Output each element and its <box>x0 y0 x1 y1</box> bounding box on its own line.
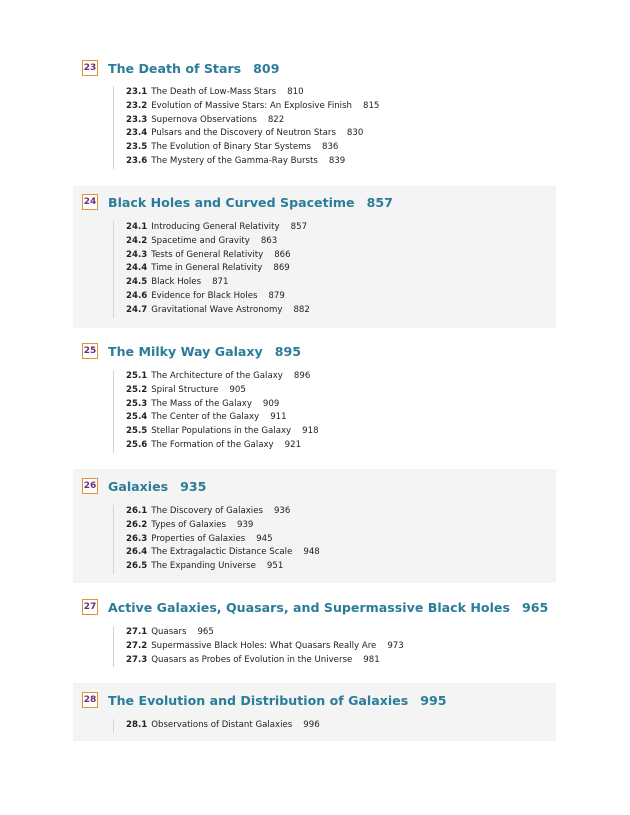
section-list <box>113 505 320 574</box>
section-list <box>113 221 310 318</box>
section-number: 25.2 <box>126 384 148 395</box>
section-page: 830 <box>346 128 364 139</box>
section-title: Types of Galaxies <box>151 519 226 530</box>
section-list <box>113 86 379 169</box>
chapter-page: 995 <box>420 692 447 708</box>
section-number: 24.4 <box>126 263 148 274</box>
section-number: 23.3 <box>126 114 148 125</box>
section-title: Supermassive Black Holes: What Quasars Really Are <box>151 640 377 651</box>
section-item[interactable] <box>126 425 319 439</box>
section-title: Black Holes <box>151 277 202 288</box>
chapter-24 <box>73 186 556 328</box>
chapter-title[interactable]: The Death of Stars <box>108 60 242 76</box>
chapter-heading[interactable] <box>82 691 447 709</box>
section-page: 896 <box>293 371 311 381</box>
section-title: The Architecture of the Galaxy <box>151 371 283 381</box>
section-page: 836 <box>321 142 339 153</box>
section-title: Pulsars and the Discovery of Neutron Stars <box>151 128 336 139</box>
section-title: The Formation of the Galaxy <box>151 439 274 450</box>
section-number: 26.5 <box>126 561 148 572</box>
section-page: 882 <box>293 304 310 315</box>
section-page: 945 <box>256 533 273 544</box>
section-title: Spiral Structure <box>151 384 219 395</box>
section-page: 951 <box>266 561 284 572</box>
chapter-page: 809 <box>253 60 280 76</box>
section-title: Tests of General Relativity <box>151 249 264 260</box>
section-item[interactable] <box>126 276 310 290</box>
section-page: 918 <box>302 426 319 437</box>
section-title: Observations of Distant Galaxies <box>151 720 293 730</box>
section-page: 911 <box>270 412 287 423</box>
section-item[interactable] <box>126 398 319 412</box>
section-page: 815 <box>363 100 380 111</box>
section-page: 879 <box>268 290 285 301</box>
section-number: 28.1 <box>126 720 148 730</box>
section-number: 24.1 <box>126 222 148 232</box>
section-page: 921 <box>284 439 302 450</box>
section-item[interactable] <box>126 304 310 318</box>
section-title: Time in General Relativity <box>151 263 263 274</box>
section-number: 25.6 <box>126 439 148 450</box>
section-item[interactable] <box>126 127 379 141</box>
chapter-heading[interactable] <box>82 342 301 360</box>
section-page: 869 <box>273 263 290 274</box>
section-page: 981 <box>363 654 380 665</box>
section-list <box>113 370 319 453</box>
section-item[interactable] <box>126 155 379 169</box>
section-item[interactable] <box>126 439 319 453</box>
chapter-25 <box>73 336 556 464</box>
section-item[interactable] <box>126 370 319 384</box>
section-number: 25.1 <box>126 371 148 381</box>
section-number: 23.1 <box>126 87 148 97</box>
section-number: 27.3 <box>126 654 148 665</box>
section-number: 23.2 <box>126 100 148 111</box>
section-title: Quasars <box>151 627 187 637</box>
section-item[interactable] <box>126 141 379 155</box>
chapter-28 <box>73 683 556 741</box>
section-title: The Center of the Galaxy <box>151 412 260 423</box>
section-page: 857 <box>290 222 308 232</box>
section-title: The Evolution of Binary Star Systems <box>151 142 311 153</box>
section-list <box>113 719 320 733</box>
section-item[interactable] <box>126 505 320 519</box>
chapter-title[interactable]: Galaxies <box>108 478 169 494</box>
section-number: 26.2 <box>126 519 148 530</box>
section-number: 23.4 <box>126 128 148 139</box>
chapter-number-badge: 27 <box>82 599 98 615</box>
section-title: The Expanding Universe <box>151 561 256 572</box>
section-item[interactable] <box>126 384 319 398</box>
section-title: Evolution of Massive Stars: An Explosive Finish <box>151 100 352 111</box>
section-page: 948 <box>303 547 320 558</box>
section-item[interactable] <box>126 249 310 263</box>
section-item[interactable] <box>126 100 379 114</box>
chapter-number-badge: 26 <box>82 478 98 494</box>
chapter-23 <box>73 52 556 180</box>
section-number: 24.2 <box>126 235 148 246</box>
section-title: Stellar Populations in the Galaxy <box>151 426 292 437</box>
section-item[interactable] <box>126 654 404 668</box>
section-title: Supernova Observations <box>151 114 257 125</box>
section-title: Gravitational Wave Astronomy <box>151 304 283 315</box>
chapter-title[interactable]: Black Holes and Curved Spacetime <box>108 194 355 210</box>
chapter-title[interactable]: The Evolution and Distribution of Galaxies <box>108 692 409 708</box>
section-page: 909 <box>262 398 280 409</box>
section-title: The Mass of the Galaxy <box>151 398 252 409</box>
chapter-26 <box>73 469 556 583</box>
section-page: 996 <box>303 720 320 730</box>
section-number: 24.7 <box>126 304 148 315</box>
chapter-number-badge: 25 <box>82 343 98 359</box>
section-page: 863 <box>260 235 278 246</box>
section-item[interactable] <box>126 221 310 235</box>
chapter-number-badge: 24 <box>82 194 98 210</box>
section-item[interactable] <box>126 546 320 560</box>
section-item[interactable] <box>126 560 320 574</box>
section-page: 939 <box>237 519 254 530</box>
chapter-page: 895 <box>274 343 302 359</box>
section-number: 24.5 <box>126 277 148 288</box>
section-number: 27.2 <box>126 640 148 651</box>
section-title: The Extragalactic Distance Scale <box>151 547 293 558</box>
chapter-heading[interactable] <box>82 477 206 495</box>
section-number: 24.6 <box>126 290 148 301</box>
section-page: 810 <box>287 87 304 97</box>
section-item[interactable] <box>126 626 404 640</box>
section-number: 24.3 <box>126 249 148 260</box>
section-number: 25.4 <box>126 412 148 423</box>
chapter-page: 857 <box>366 194 393 210</box>
chapter-heading[interactable] <box>82 598 548 616</box>
section-page: 866 <box>274 249 291 260</box>
section-item[interactable] <box>126 640 404 654</box>
section-page: 905 <box>229 384 246 395</box>
section-title: The Discovery of Galaxies <box>151 506 263 516</box>
chapter-heading[interactable] <box>82 59 279 77</box>
section-item[interactable] <box>126 262 310 276</box>
chapter-27 <box>73 592 556 676</box>
section-number: 25.3 <box>126 398 148 409</box>
chapter-number-badge: 23 <box>82 60 98 76</box>
section-number: 27.1 <box>126 627 148 637</box>
section-item[interactable] <box>126 114 379 128</box>
chapter-title[interactable]: The Milky Way Galaxy <box>108 343 263 359</box>
section-page: 871 <box>212 277 229 288</box>
section-item[interactable] <box>126 519 320 533</box>
section-number: 23.5 <box>126 142 148 153</box>
chapter-number-badge: 28 <box>82 692 98 708</box>
section-title: The Death of Low-Mass Stars <box>151 87 277 97</box>
section-item[interactable] <box>126 86 379 100</box>
chapter-page: 935 <box>180 478 207 494</box>
section-title: Properties of Galaxies <box>151 533 246 544</box>
section-page: 936 <box>273 506 291 516</box>
section-title: Introducing General Relativity <box>151 222 280 232</box>
section-page: 965 <box>197 627 214 637</box>
section-page: 839 <box>328 155 346 166</box>
section-page: 973 <box>387 640 404 651</box>
section-number: 26.4 <box>126 547 148 558</box>
section-item[interactable] <box>126 533 320 547</box>
section-title: Spacetime and Gravity <box>151 235 250 246</box>
section-title: Evidence for Black Holes <box>151 290 258 301</box>
section-item[interactable] <box>126 719 320 733</box>
chapter-heading[interactable] <box>82 193 393 211</box>
section-page: 822 <box>267 114 285 125</box>
section-number: 23.6 <box>126 155 148 166</box>
section-number: 26.3 <box>126 533 148 544</box>
section-item[interactable] <box>126 235 310 249</box>
chapter-page: 965 <box>521 599 549 615</box>
section-number: 25.5 <box>126 426 148 437</box>
section-item[interactable] <box>126 411 319 425</box>
section-list <box>113 626 404 667</box>
section-title: The Mystery of the Gamma-Ray Bursts <box>151 155 318 166</box>
section-item[interactable] <box>126 290 310 304</box>
chapter-title[interactable]: Active Galaxies, Quasars, and Supermassive Black Holes <box>108 599 510 615</box>
section-number: 26.1 <box>126 506 148 516</box>
section-title: Quasars as Probes of Evolution in the Universe <box>151 654 353 665</box>
